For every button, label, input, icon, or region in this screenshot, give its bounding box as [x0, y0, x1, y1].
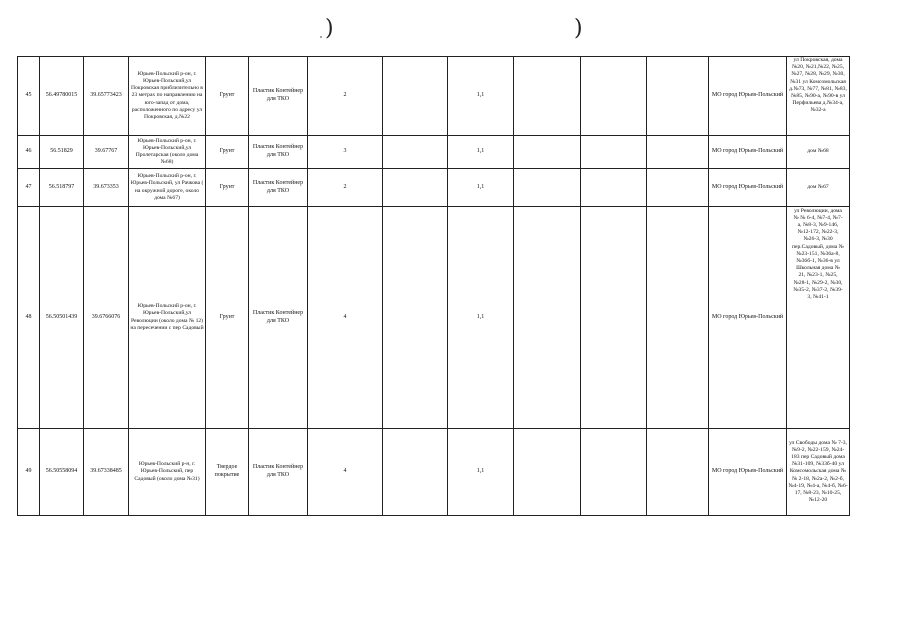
address — [129, 57, 206, 136]
container-type: Пластик Контейнер для ТКО — [249, 169, 308, 207]
empty-cell — [383, 169, 448, 207]
container-type: Пластик Контейнер для ТКО — [249, 57, 308, 136]
table-body — [18, 57, 850, 516]
served-houses — [787, 207, 850, 429]
empty-cell — [514, 136, 581, 169]
container-count: 4 — [308, 207, 383, 429]
address-text: Юрьев-Польский р-он, г. Юрьев-Польский,ул Покровская приблизительно в 23 метрах по направлению на юго-запад от дома, расположенного по адресу ул Покровская, д.№22 — [131, 70, 203, 120]
surface: Грунт — [206, 136, 249, 169]
surface: Грунт — [206, 169, 249, 207]
table-row — [18, 429, 850, 516]
served-houses — [787, 136, 850, 169]
container-volume: 1,1 — [448, 169, 514, 207]
container-volume: 1,1 — [448, 57, 514, 136]
table-row — [18, 136, 850, 169]
container-count: 3 — [308, 136, 383, 169]
row-number: 48 — [18, 207, 40, 429]
longitude: 39.65773423 — [84, 57, 129, 136]
served-houses-text: ул Революции, дома № № 6-4, №7-4, №7-а, №8-3, №9-146, №12-172, №22-3, №26-3, №30 пер.Садовый, дома № №23-151, №36а-8, №36б-1, №36-в ул Школьная дома № 21, №23-1, №25, №28-1, №29-2, №30, №35-2, №37-2, №39-3, №41-1 — [792, 207, 844, 300]
container-volume: 1,1 — [448, 207, 514, 429]
container-type: Пластик Контейнер для ТКО — [249, 207, 308, 429]
container-count: 4 — [308, 429, 383, 516]
row-number: 45 — [18, 57, 40, 136]
address — [129, 169, 206, 207]
latitude: 56.518797 — [40, 169, 84, 207]
empty-cell — [647, 136, 709, 169]
served-houses-text: ул Покровская, дома №20, №21,№22, №25, №27, №28, №29, №30, №31 ул Комсомольская д.№73, №77, №81, №83, №85, №90-а, №90-в ул Перфильева д.№34-а, №32-а — [789, 57, 847, 114]
row-number: 46 — [18, 136, 40, 169]
empty-cell — [383, 429, 448, 516]
address — [129, 207, 206, 429]
container-count: 2 — [308, 169, 383, 207]
surface: Твердое покрытие — [206, 429, 249, 516]
address-text: Юрьев-Польский р-он, г. Юрьев-Польский,ул Пролетарская (около дома №68) — [135, 137, 199, 166]
address-text: Юрьев-Польский р-он, г. Юрьев-Польский,ул Революции (около дома № 12) на пересечении с пер Садовый — [130, 303, 204, 331]
owner: МО город Юрьев-Польский — [709, 57, 787, 136]
empty-cell — [383, 57, 448, 136]
served-houses — [787, 429, 850, 516]
address-text: Юрьев-Польский р-он, г. Юрьев-Польский, ул Рачкова ( на окружной дороге, около дома №67) — [130, 173, 204, 201]
empty-cell — [383, 207, 448, 429]
table-row — [18, 57, 850, 136]
container-type: Пластик Контейнер для ТКО — [249, 136, 308, 169]
empty-cell — [647, 169, 709, 207]
address-text: Юрьев-Польский р-н, г. Юрьев-Польский, пер Садовый (около дома №31) — [134, 461, 200, 482]
served-houses-text: дом №67 — [807, 183, 829, 190]
address — [129, 136, 206, 169]
latitude: 56.50501439 — [40, 207, 84, 429]
owner: МО город Юрьев-Польский — [709, 429, 787, 516]
latitude: 56.51829 — [40, 136, 84, 169]
surface: Грунт — [206, 57, 249, 136]
empty-cell — [581, 136, 647, 169]
empty-cell — [514, 169, 581, 207]
served-houses-text: дом №68 — [807, 148, 829, 155]
container-sites-table — [17, 56, 850, 516]
row-number: 49 — [18, 429, 40, 516]
latitude: 56.49780015 — [40, 57, 84, 136]
empty-cell — [383, 136, 448, 169]
empty-cell — [514, 207, 581, 429]
empty-cell — [581, 57, 647, 136]
owner: МО город Юрьев-Польский — [709, 207, 787, 429]
table-row — [18, 207, 850, 429]
row-number: 47 — [18, 169, 40, 207]
empty-cell — [647, 429, 709, 516]
empty-cell — [581, 429, 647, 516]
empty-cell — [581, 207, 647, 429]
scan-dot — [320, 36, 322, 38]
owner: МО город Юрьев-Польский — [709, 169, 787, 207]
empty-cell — [514, 57, 581, 136]
container-count: 2 — [308, 57, 383, 136]
empty-cell — [581, 169, 647, 207]
page-mark-left: ) — [325, 16, 334, 41]
owner: МО город Юрьев-Польский — [709, 136, 787, 169]
served-houses — [787, 57, 850, 136]
longitude: 39.673353 — [84, 169, 129, 207]
table-row — [18, 169, 850, 207]
surface: Грунт — [206, 207, 249, 429]
served-houses — [787, 169, 850, 207]
container-volume: 1,1 — [448, 429, 514, 516]
longitude: 39.6766076 — [84, 207, 129, 429]
container-type: Пластик Контейнер для ТКО — [249, 429, 308, 516]
latitude: 56.50558094 — [40, 429, 84, 516]
longitude: 39.67767 — [84, 136, 129, 169]
empty-cell — [647, 207, 709, 429]
address — [129, 429, 206, 516]
served-houses-text: ул Свободы дома № 7-3, №9-2, №22-159, №24-183 пер Садовый дома №31-109, №33б-40 ул Комсомольская дома № № 2-18, №2а-2, №2-б, №4-19, №4-а, №4-б, №6-17, №8-23, №10-25, №12-20 — [788, 439, 848, 504]
container-volume: 1,1 — [448, 136, 514, 169]
empty-cell — [647, 57, 709, 136]
page-mark-right: ) — [574, 16, 583, 41]
empty-cell — [514, 429, 581, 516]
longitude: 39.67338485 — [84, 429, 129, 516]
